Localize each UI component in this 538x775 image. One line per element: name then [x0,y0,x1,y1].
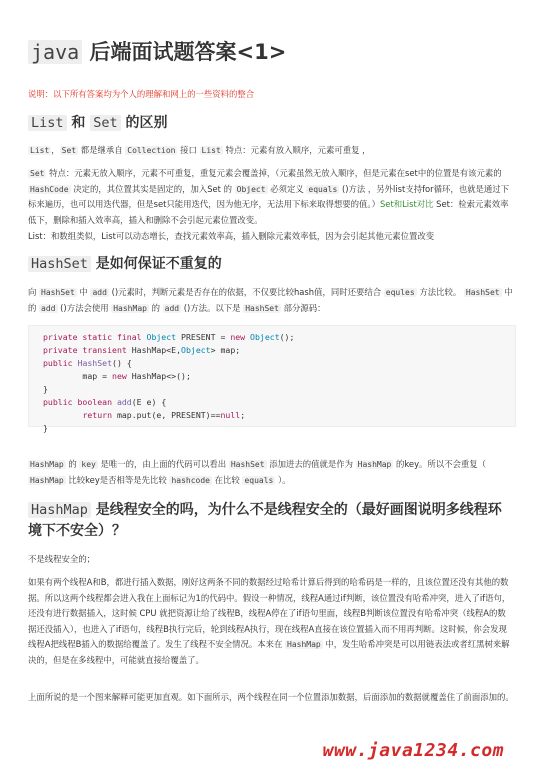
section1-heading [28,113,508,133]
inline-code: HashCode [30,184,69,194]
text-run: 比较key是否相等是先比较 [65,474,170,485]
text-run: 中 [76,287,91,297]
section3-heading [28,500,508,542]
section1-paragraph2 [28,166,514,228]
inline-code: Object [236,184,266,194]
text-run: 是唯一的，由上面的代码可以看出 [97,459,229,469]
text-run: 的 [148,302,163,313]
inline-code: HashMap [30,475,64,485]
section2-paragraph1 [28,285,514,316]
inline-code: Set [61,146,77,155]
inline-code: Set [30,169,45,178]
text-run: 的 [65,459,80,469]
inline-code: equals [244,475,274,485]
text-run: 部分源码： [280,302,326,313]
text-run: ()方法。以下是 [181,302,244,313]
heading-code-set: Set [90,115,120,131]
inline-code: HashSet [465,288,500,297]
text-run: 方法比较。 [416,287,462,297]
text-run: 特点：元素无放入顺序，元素不可重复，重复元素会覆盖掉，（元素虽然无放入顺序，但是元素在set中的位置是有该元素的 [46,168,502,178]
section3-paragraph2 [28,575,514,668]
text-run: ）。 [275,474,291,485]
text-run: 中的 [28,287,513,313]
inline-code: add [92,288,107,297]
inline-code: List [201,146,221,155]
section3-paragraph3: 上面所说的是一个图来解释可能更加直观。如下面所示，两个线程在同一个位置添加数据，后面添加的数据就覆盖住了前面添加的。 [28,692,514,702]
inline-code: equles [385,288,415,297]
inline-code: add [164,303,180,313]
heading-rest: 的区别 [125,115,168,131]
text-run: 在比较 [211,474,243,485]
note-text: 说明：以下所有答案均为个人的理解和网上的一些资料的整合 [28,89,255,99]
section3-paragraph1: 不是线程安全的； [28,554,95,564]
text-run: 都是继承自 [78,145,126,155]
text-run: 向 [28,287,40,297]
heading-code-hashmap: HashMap [28,502,91,518]
text-run: 中，发生哈希冲突是可以用链表法或者红黑树来解决的，但是在多线程中，可能就直接给覆盖了。 [28,639,510,665]
title-code: java [28,40,82,64]
section2-paragraph2 [28,457,514,488]
inline-code: key [81,460,96,469]
inline-code: HashSet [41,288,75,297]
text-run: 接口 [177,145,200,155]
text-run: 必须定义 [267,183,307,194]
text-run: 添加进去的值就是作为 [266,459,356,469]
text-run: 的key。所以不会重复（ [393,459,487,469]
inline-code: HashMap [357,460,392,469]
text-run: ()元素时，判断元素是否存在的依据，不仅要比较hash值，同时还要结合 [108,287,384,297]
heading-and: 和 [71,115,86,131]
text-run: 决定的，其位置其实是固定的，加入Set 的 [70,183,235,194]
inline-code: HashMap [113,303,147,313]
code-block: private static final Object PRESENT = new Object(); private transient HashMap<E,Object> map; public HashSet() { map = new HashMap<>(); } public boolean add(E e) { return map.put(e, PRESENT)==null; } [28,325,516,427]
text-run: 特点：元素有放入顺序，元素可重复 ， [222,145,371,155]
page-title [28,38,286,66]
section1-paragraph1 [28,143,514,159]
heading-code-hashset: HashSet [28,256,91,272]
green-highlight: Set和List对比 [379,199,434,209]
section1-paragraph3: List：和数组类似，List可以动态增长，查找元素效率高，插入删除元素效率低，因为会引起其他元素位置改变 [28,231,435,241]
text-run: 如果有两个线程A和B，都进行插入数据，刚好这两条不同的数据经过哈希计算后得到的哈希码是一样的，且该位置还没有其他的数据。所以这两个线程都会进入我在上面标记为1的代码中。假设一种情况，线程A通过if判断，该位置没有哈希冲突，进入了if语句，还没有进行数据插入，这时候 CPU 就把资源让给了线程B，线程A停在了if语句里面，线程B判断该位置没有哈希冲突（线程A的数据还没插入），也进入了if语句，线程B执行完后，轮到线程A执行，现在线程A直接在该位置插入而不用再判断。这时候，你会发现线程A把线程B插入的数据给覆盖了。发生了线程不安全情况。本来在 [28,577,511,649]
inline-code: add [41,303,56,313]
watermark: www.java1234.com [322,740,504,761]
heading-code-list: List [28,115,67,131]
text-run: ()方法 ，另外list支持for循环，也就是通过下标来遍历，也可以用迭代器，但是set只能用迭代，因为他无序，无法用下标来取得想要的值。） [28,183,509,209]
heading-rest: 是如何保证不重复的 [95,256,222,272]
inline-code: hashcode [171,475,210,485]
inline-code: HashMap [287,640,321,649]
code-line-1-rest: PRESENT = [181,332,231,342]
section2-heading [28,254,508,274]
inline-code: HashSet [230,460,265,469]
inline-code: HashMap [30,460,64,469]
text-run: ()方法会使用 [57,302,112,313]
text-run: ， [51,145,60,155]
inline-code: equals [308,184,338,194]
text-run: Set：检索元素效率低下，删除和插入效率高，插入和删除不会引起元素位置改变。 [28,199,509,225]
inline-code: Collection [127,146,176,155]
title-text: 后端面试题答案<1> [89,40,287,64]
heading-rest: 是线程安全的吗，为什么不是线程安全的（最好画图说明多线程环境下不安全）？ [28,502,502,539]
inline-code: List [30,146,50,155]
inline-code: HashSet [245,303,279,313]
